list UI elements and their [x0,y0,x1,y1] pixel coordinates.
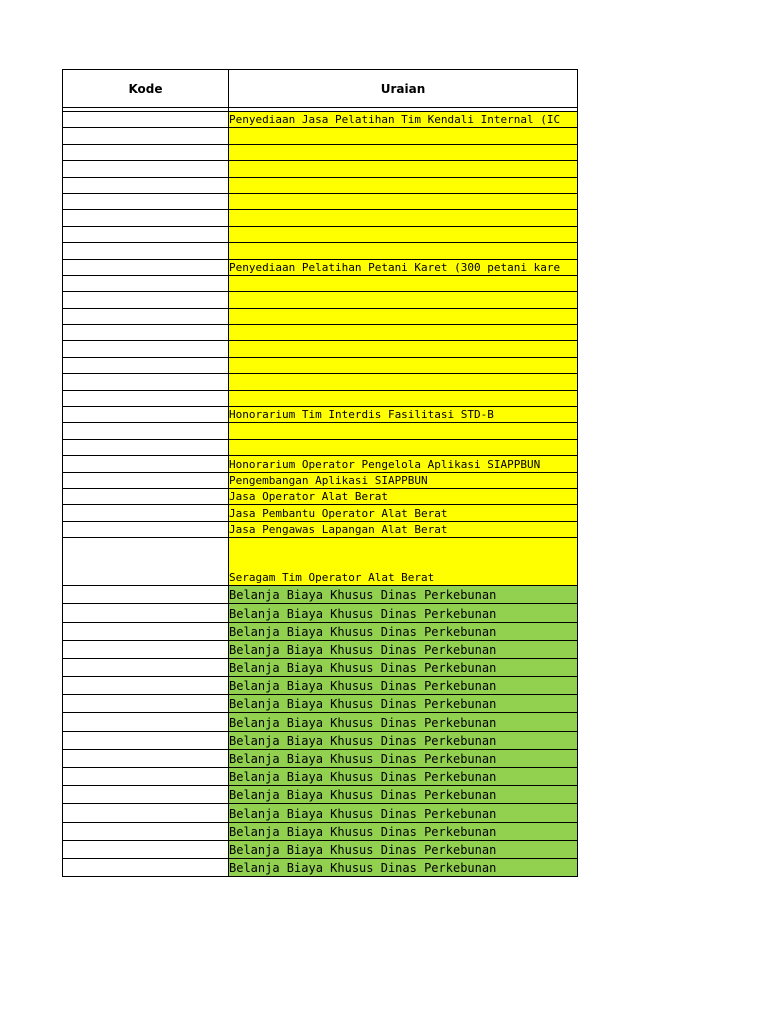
uraian-cell[interactable] [229,177,578,193]
kode-cell[interactable] [63,325,229,341]
table-body [63,108,578,877]
kode-cell[interactable] [63,622,229,640]
table-row [63,243,578,259]
table-row [63,658,578,676]
uraian-cell[interactable] [229,423,578,439]
kode-cell[interactable] [63,423,229,439]
uraian-cell[interactable] [229,193,578,209]
kode-cell[interactable] [63,243,229,259]
table-row [63,193,578,209]
table-row [63,341,578,357]
uraian-cell[interactable]: Honorarium Tim Interdis Fasilitasi STD-B [229,407,578,423]
uraian-cell[interactable]: Jasa Operator Alat Berat [229,488,578,504]
table-row [63,472,578,488]
table-row [63,804,578,822]
uraian-cell[interactable]: Jasa Pengawas Lapangan Alat Berat [229,521,578,537]
kode-cell[interactable] [63,259,229,275]
kode-cell[interactable] [63,604,229,622]
uraian-cell[interactable]: Penyediaan Jasa Pelatihan Tim Kendali Internal (IC [229,112,578,128]
table-row [63,177,578,193]
table-row [63,822,578,840]
kode-cell[interactable] [63,275,229,291]
kode-cell[interactable] [63,786,229,804]
table-row [63,622,578,640]
kode-cell[interactable] [63,390,229,406]
table-row [63,586,578,604]
table-row [63,695,578,713]
kode-cell[interactable] [63,768,229,786]
table-row [63,521,578,537]
table-row [63,505,578,521]
kode-cell[interactable] [63,858,229,876]
kode-cell[interactable] [63,112,229,128]
kode-cell[interactable] [63,804,229,822]
kode-cell[interactable] [63,521,229,537]
kode-cell[interactable] [63,658,229,676]
table-row [63,112,578,128]
uraian-cell[interactable]: Belanja Biaya Khusus Dinas Perkebunan [229,768,578,786]
uraian-cell[interactable]: Penyediaan Pelatihan Petani Karet (300 petani kare [229,259,578,275]
kode-cell[interactable] [63,210,229,226]
kode-cell[interactable] [63,144,229,160]
uraian-cell[interactable] [229,210,578,226]
uraian-cell[interactable]: Honorarium Operator Pengelola Aplikasi SIAPPBUN [229,456,578,472]
table-row [63,325,578,341]
uraian-cell[interactable]: Belanja Biaya Khusus Dinas Perkebunan [229,786,578,804]
uraian-cell[interactable]: Belanja Biaya Khusus Dinas Perkebunan [229,804,578,822]
kode-cell[interactable] [63,538,229,586]
kode-cell[interactable] [63,586,229,604]
table-row [63,858,578,876]
uraian-cell[interactable]: Belanja Biaya Khusus Dinas Perkebunan [229,586,578,604]
table-row [63,731,578,749]
uraian-cell[interactable] [229,374,578,390]
table-row [63,423,578,439]
header-uraian[interactable]: Uraian [229,70,578,108]
header-row [63,70,578,108]
uraian-cell[interactable] [229,275,578,291]
uraian-cell[interactable]: Belanja Biaya Khusus Dinas Perkebunan [229,604,578,622]
kode-cell[interactable] [63,840,229,858]
table-row [63,538,578,586]
uraian-cell[interactable] [229,243,578,259]
uraian-cell[interactable]: Seragam Tim Operator Alat Berat [229,538,578,586]
table-row [63,357,578,373]
uraian-cell[interactable] [229,341,578,357]
table-row [63,749,578,767]
kode-cell[interactable] [63,292,229,308]
kode-cell[interactable] [63,677,229,695]
uraian-cell[interactable] [229,292,578,308]
kode-cell[interactable] [63,193,229,209]
uraian-cell[interactable] [229,357,578,373]
table-row [63,840,578,858]
table-row [63,768,578,786]
kode-cell[interactable] [63,731,229,749]
kode-cell[interactable] [63,505,229,521]
uraian-cell[interactable]: Belanja Biaya Khusus Dinas Perkebunan [229,840,578,858]
kode-cell[interactable] [63,341,229,357]
uraian-cell[interactable] [229,390,578,406]
kode-cell[interactable] [63,374,229,390]
uraian-cell[interactable]: Belanja Biaya Khusus Dinas Perkebunan [229,858,578,876]
uraian-cell[interactable]: Belanja Biaya Khusus Dinas Perkebunan [229,822,578,840]
table-row [63,275,578,291]
kode-cell[interactable] [63,308,229,324]
uraian-cell[interactable] [229,161,578,177]
table-row [63,128,578,144]
uraian-cell[interactable]: Belanja Biaya Khusus Dinas Perkebunan [229,749,578,767]
kode-cell[interactable] [63,357,229,373]
table-row [63,786,578,804]
uraian-cell[interactable]: Belanja Biaya Khusus Dinas Perkebunan [229,695,578,713]
kode-cell[interactable] [63,161,229,177]
kode-cell[interactable] [63,749,229,767]
table-row [63,456,578,472]
uraian-cell[interactable]: Belanja Biaya Khusus Dinas Perkebunan [229,713,578,731]
uraian-cell[interactable]: Belanja Biaya Khusus Dinas Perkebunan [229,658,578,676]
table-row [63,374,578,390]
uraian-cell[interactable]: Belanja Biaya Khusus Dinas Perkebunan [229,677,578,695]
table-row [63,210,578,226]
table-row [63,144,578,160]
uraian-cell[interactable]: Belanja Biaya Khusus Dinas Perkebunan [229,640,578,658]
table-row [63,407,578,423]
uraian-cell[interactable]: Belanja Biaya Khusus Dinas Perkebunan [229,622,578,640]
kode-cell[interactable] [63,640,229,658]
table-row [63,713,578,731]
uraian-cell[interactable] [229,439,578,455]
table-row [63,488,578,504]
kode-cell[interactable] [63,226,229,242]
table-row [63,161,578,177]
uraian-cell[interactable] [229,128,578,144]
kode-cell[interactable] [63,128,229,144]
table-row [63,292,578,308]
table-row [63,640,578,658]
kode-cell[interactable] [63,456,229,472]
header-kode[interactable]: Kode [63,70,229,108]
uraian-cell[interactable] [229,308,578,324]
uraian-cell[interactable] [229,325,578,341]
uraian-cell[interactable]: Belanja Biaya Khusus Dinas Perkebunan [229,731,578,749]
kode-cell[interactable] [63,439,229,455]
table-row [63,439,578,455]
table-row [63,308,578,324]
kode-cell[interactable] [63,472,229,488]
kode-cell[interactable] [63,488,229,504]
uraian-cell[interactable]: Jasa Pembantu Operator Alat Berat [229,505,578,521]
kode-cell[interactable] [63,822,229,840]
uraian-cell[interactable]: Pengembangan Aplikasi SIAPPBUN [229,472,578,488]
kode-cell[interactable] [63,177,229,193]
kode-cell[interactable] [63,695,229,713]
uraian-cell[interactable] [229,144,578,160]
table-row [63,604,578,622]
table-row [63,677,578,695]
uraian-cell[interactable] [229,226,578,242]
kode-cell[interactable] [63,713,229,731]
spreadsheet-table [62,69,578,877]
table-row [63,259,578,275]
kode-cell[interactable] [63,407,229,423]
table-row [63,226,578,242]
table-row [63,390,578,406]
